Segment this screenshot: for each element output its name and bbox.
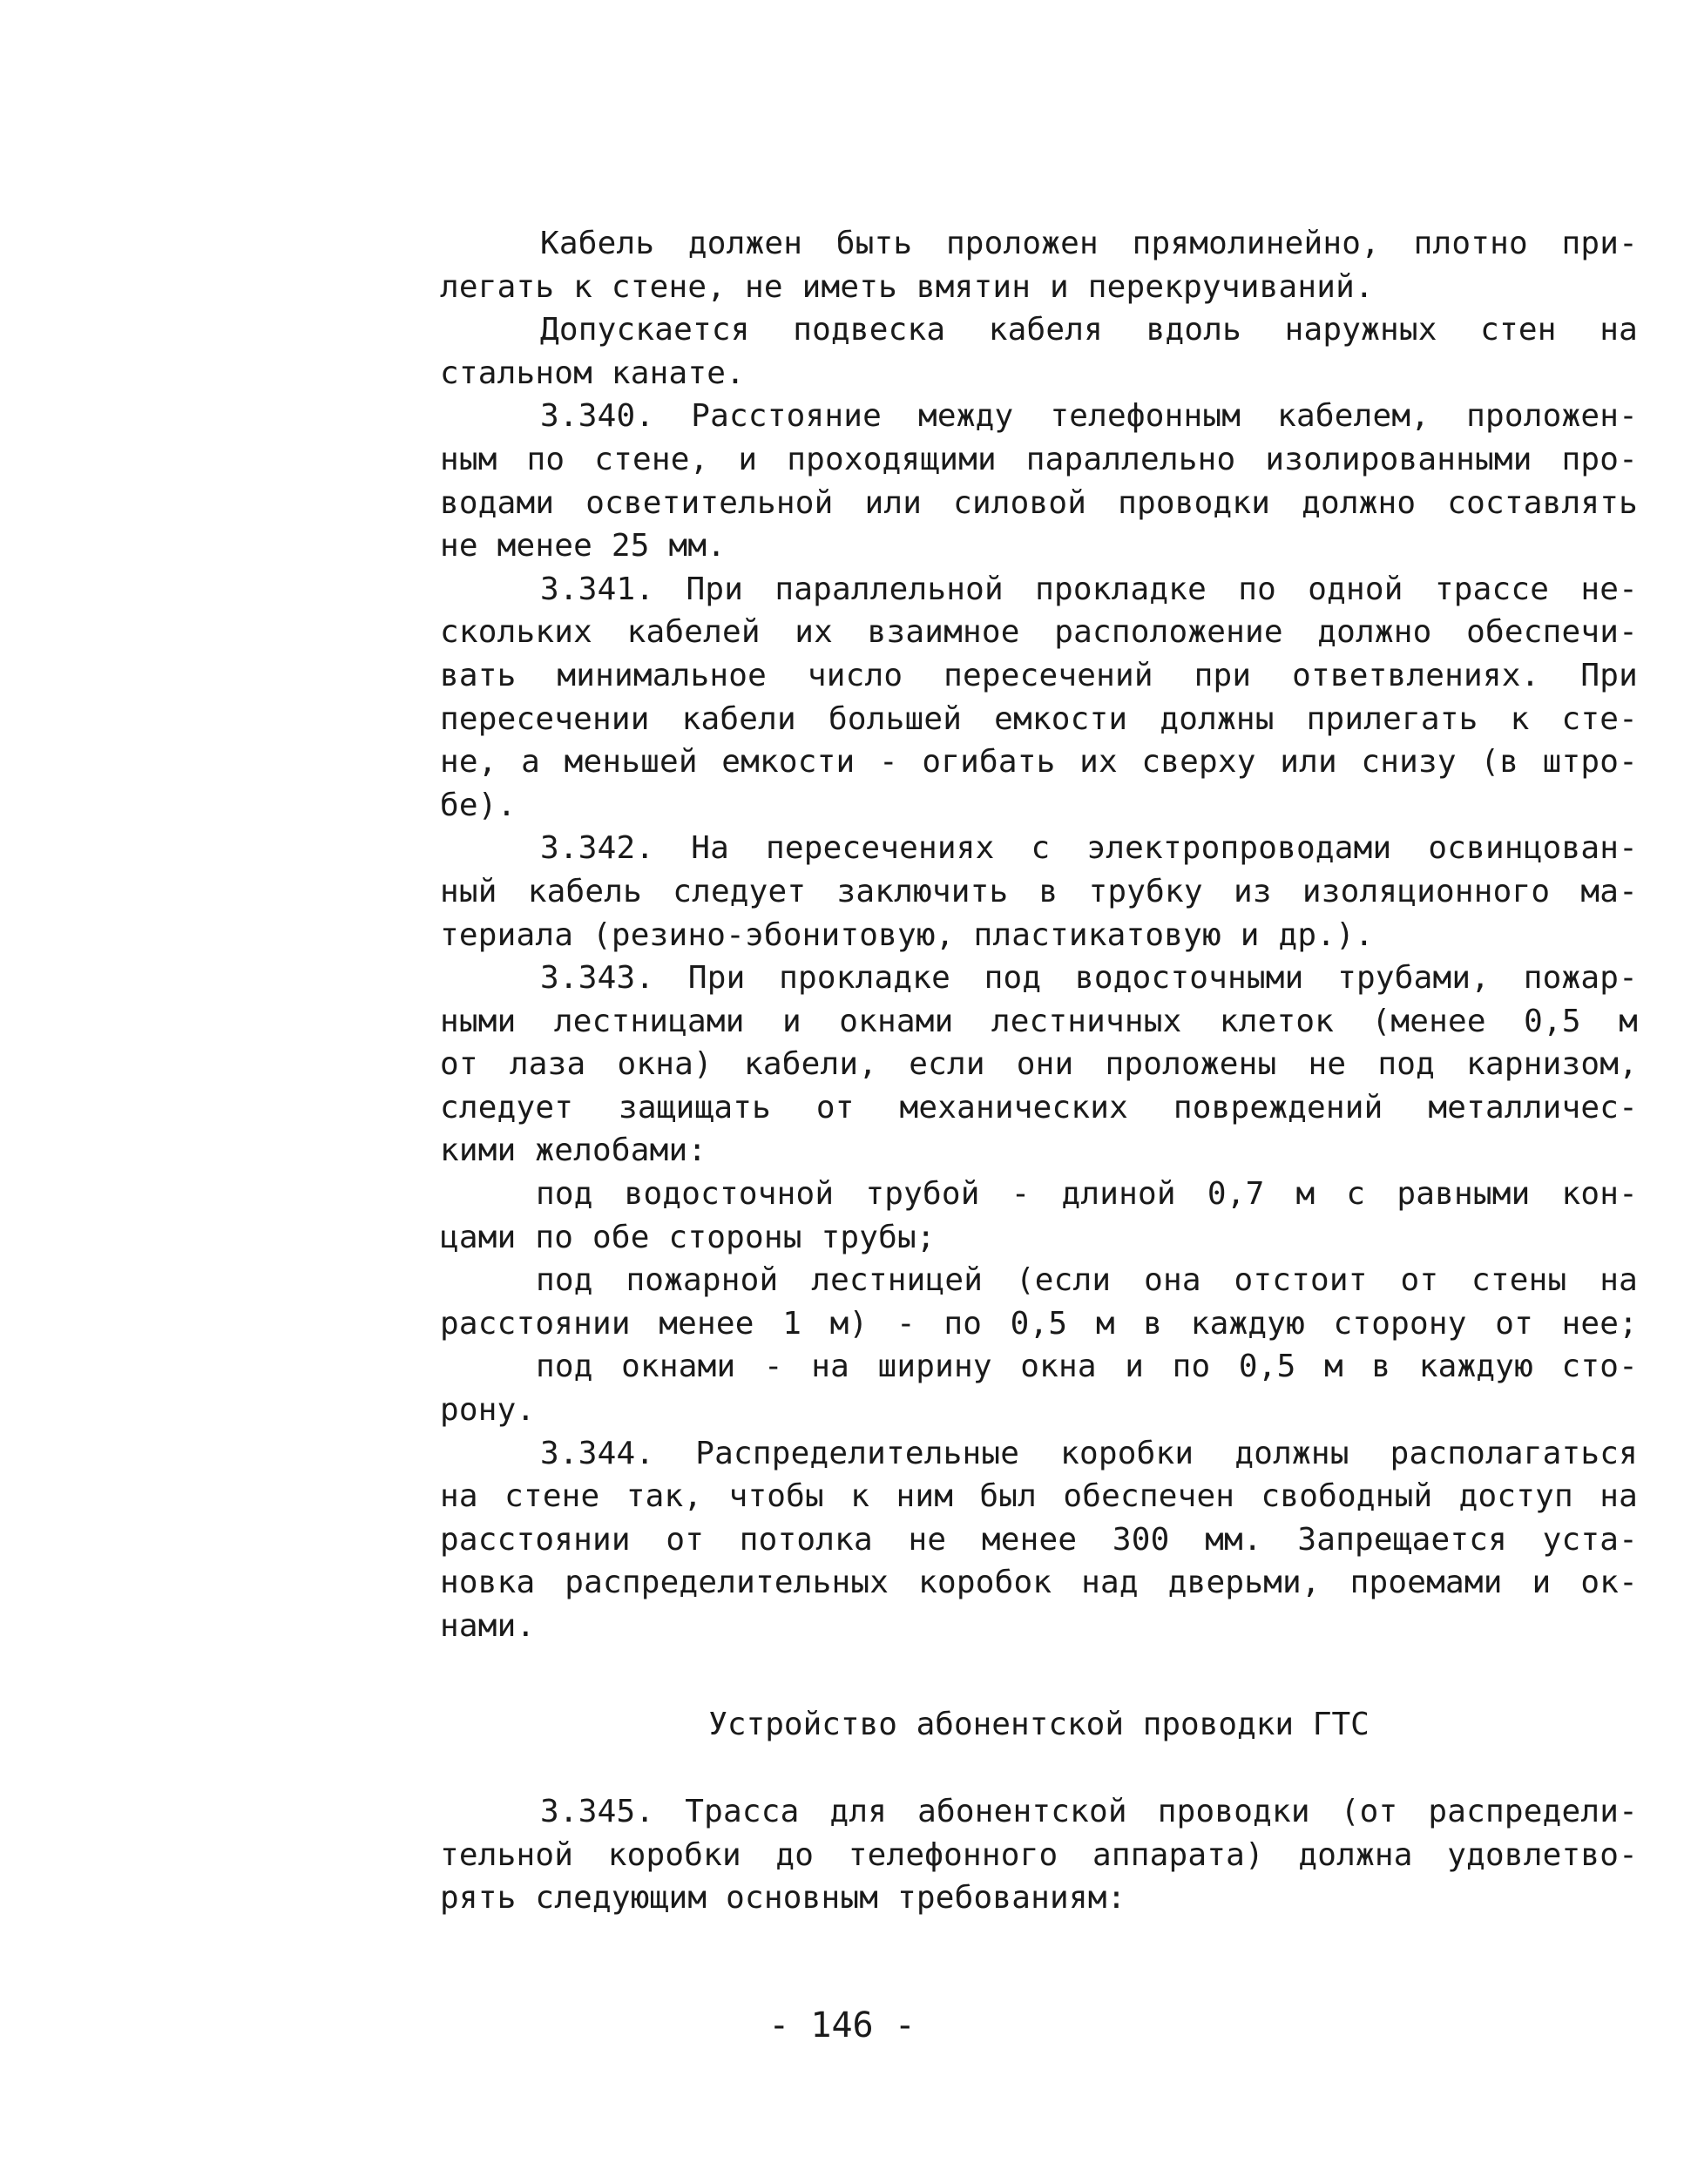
text-line: цами по обе стороны трубы;: [440, 1219, 936, 1255]
text-line: расстоянии от потолка не менее 300 мм. Запрещается уста-: [440, 1521, 1638, 1558]
text-line: териала (резино-эбонитовую, пластикатовую и др.).: [440, 916, 1374, 953]
text-line: пересечении кабели большей емкости должны прилегать к сте-: [440, 700, 1638, 737]
text-line: Кабель должен быть проложен прямолинейно, плотно при-: [540, 226, 1638, 261]
text-line: рону.: [440, 1392, 536, 1429]
text-line: под водосточной трубой - длиной 0,7 м с равными кон-: [536, 1176, 1638, 1213]
text-line: 3.340. Расстояние между телефонным кабелем, проложен-: [540, 398, 1638, 435]
section-heading: Устройство абонентской проводки ГТС: [708, 1707, 1370, 1742]
text-line: 3.342. На пересечениях с электропроводами освинцован-: [540, 830, 1638, 867]
text-line: стальном канате.: [440, 355, 745, 391]
text-line: ный кабель следует заключить в трубку из изоляционного ма-: [440, 873, 1638, 909]
text-line: расстоянии менее 1 м) - по 0,5 м в каждую сторону от нее;: [440, 1305, 1638, 1342]
text-line: 3.343. При прокладке под водосточными трубами, пожар-: [540, 960, 1638, 997]
text-line: ным по стене, и проходящими параллельно изолированными про-: [440, 441, 1638, 477]
text-line: рять следующим основным требованиям:: [440, 1880, 1126, 1917]
text-line: следует защищать от механических повреждений металличес-: [440, 1089, 1638, 1126]
text-line: ными лестницами и окнами лестничных клеток (менее 0,5 м: [440, 1003, 1638, 1039]
text-line: под окнами - на ширину окна и по 0,5 м в каждую сто-: [536, 1349, 1638, 1385]
text-line: на стене так, чтобы к ним был обеспечен свободный доступ на: [440, 1478, 1638, 1515]
text-line: нами.: [440, 1608, 536, 1644]
text-line: не, а меньшей емкости - огибать их сверху или снизу (в штро-: [440, 744, 1638, 781]
text-line: легать к стене, не иметь вмятин и перекручиваний.: [440, 268, 1374, 305]
text-line: Допускается подвеска кабеля вдоль наружных стен на: [540, 312, 1638, 348]
text-line: не менее 25 мм.: [440, 528, 727, 565]
page-body: [440, 222, 1638, 1917]
page-number: - 146 -: [768, 2005, 916, 2045]
text-block-section: [440, 1790, 1638, 1920]
text-line: скольких кабелей их взаимное расположение должно обеспечи-: [440, 614, 1638, 651]
text-line: 3.344. Распределительные коробки должны располагаться: [540, 1435, 1638, 1471]
text-line: 3.345. Трасса для абонентской проводки (от распредели-: [540, 1794, 1638, 1829]
text-line: новка распределительных коробок над дверьми, проемами и ок-: [440, 1565, 1638, 1601]
text-line: вать минимальное число пересечений при ответвлениях. При: [440, 657, 1638, 693]
text-line: 3.341. При параллельной прокладке по одной трассе не-: [540, 571, 1638, 607]
text-line: водами осветительной или силовой проводки должно составлять: [440, 484, 1638, 521]
text-block-main: [440, 222, 1638, 1648]
text-line: от лаза окна) кабели, если они проложены не под карнизом,: [440, 1046, 1638, 1083]
text-line: под пожарной лестницей (если она отстоит от стены на: [536, 1262, 1638, 1299]
text-line: бе).: [440, 787, 517, 823]
text-line: кими желобами:: [440, 1133, 707, 1169]
text-line: тельной коробки до телефонного аппарата) должна удовлетво-: [440, 1836, 1638, 1873]
